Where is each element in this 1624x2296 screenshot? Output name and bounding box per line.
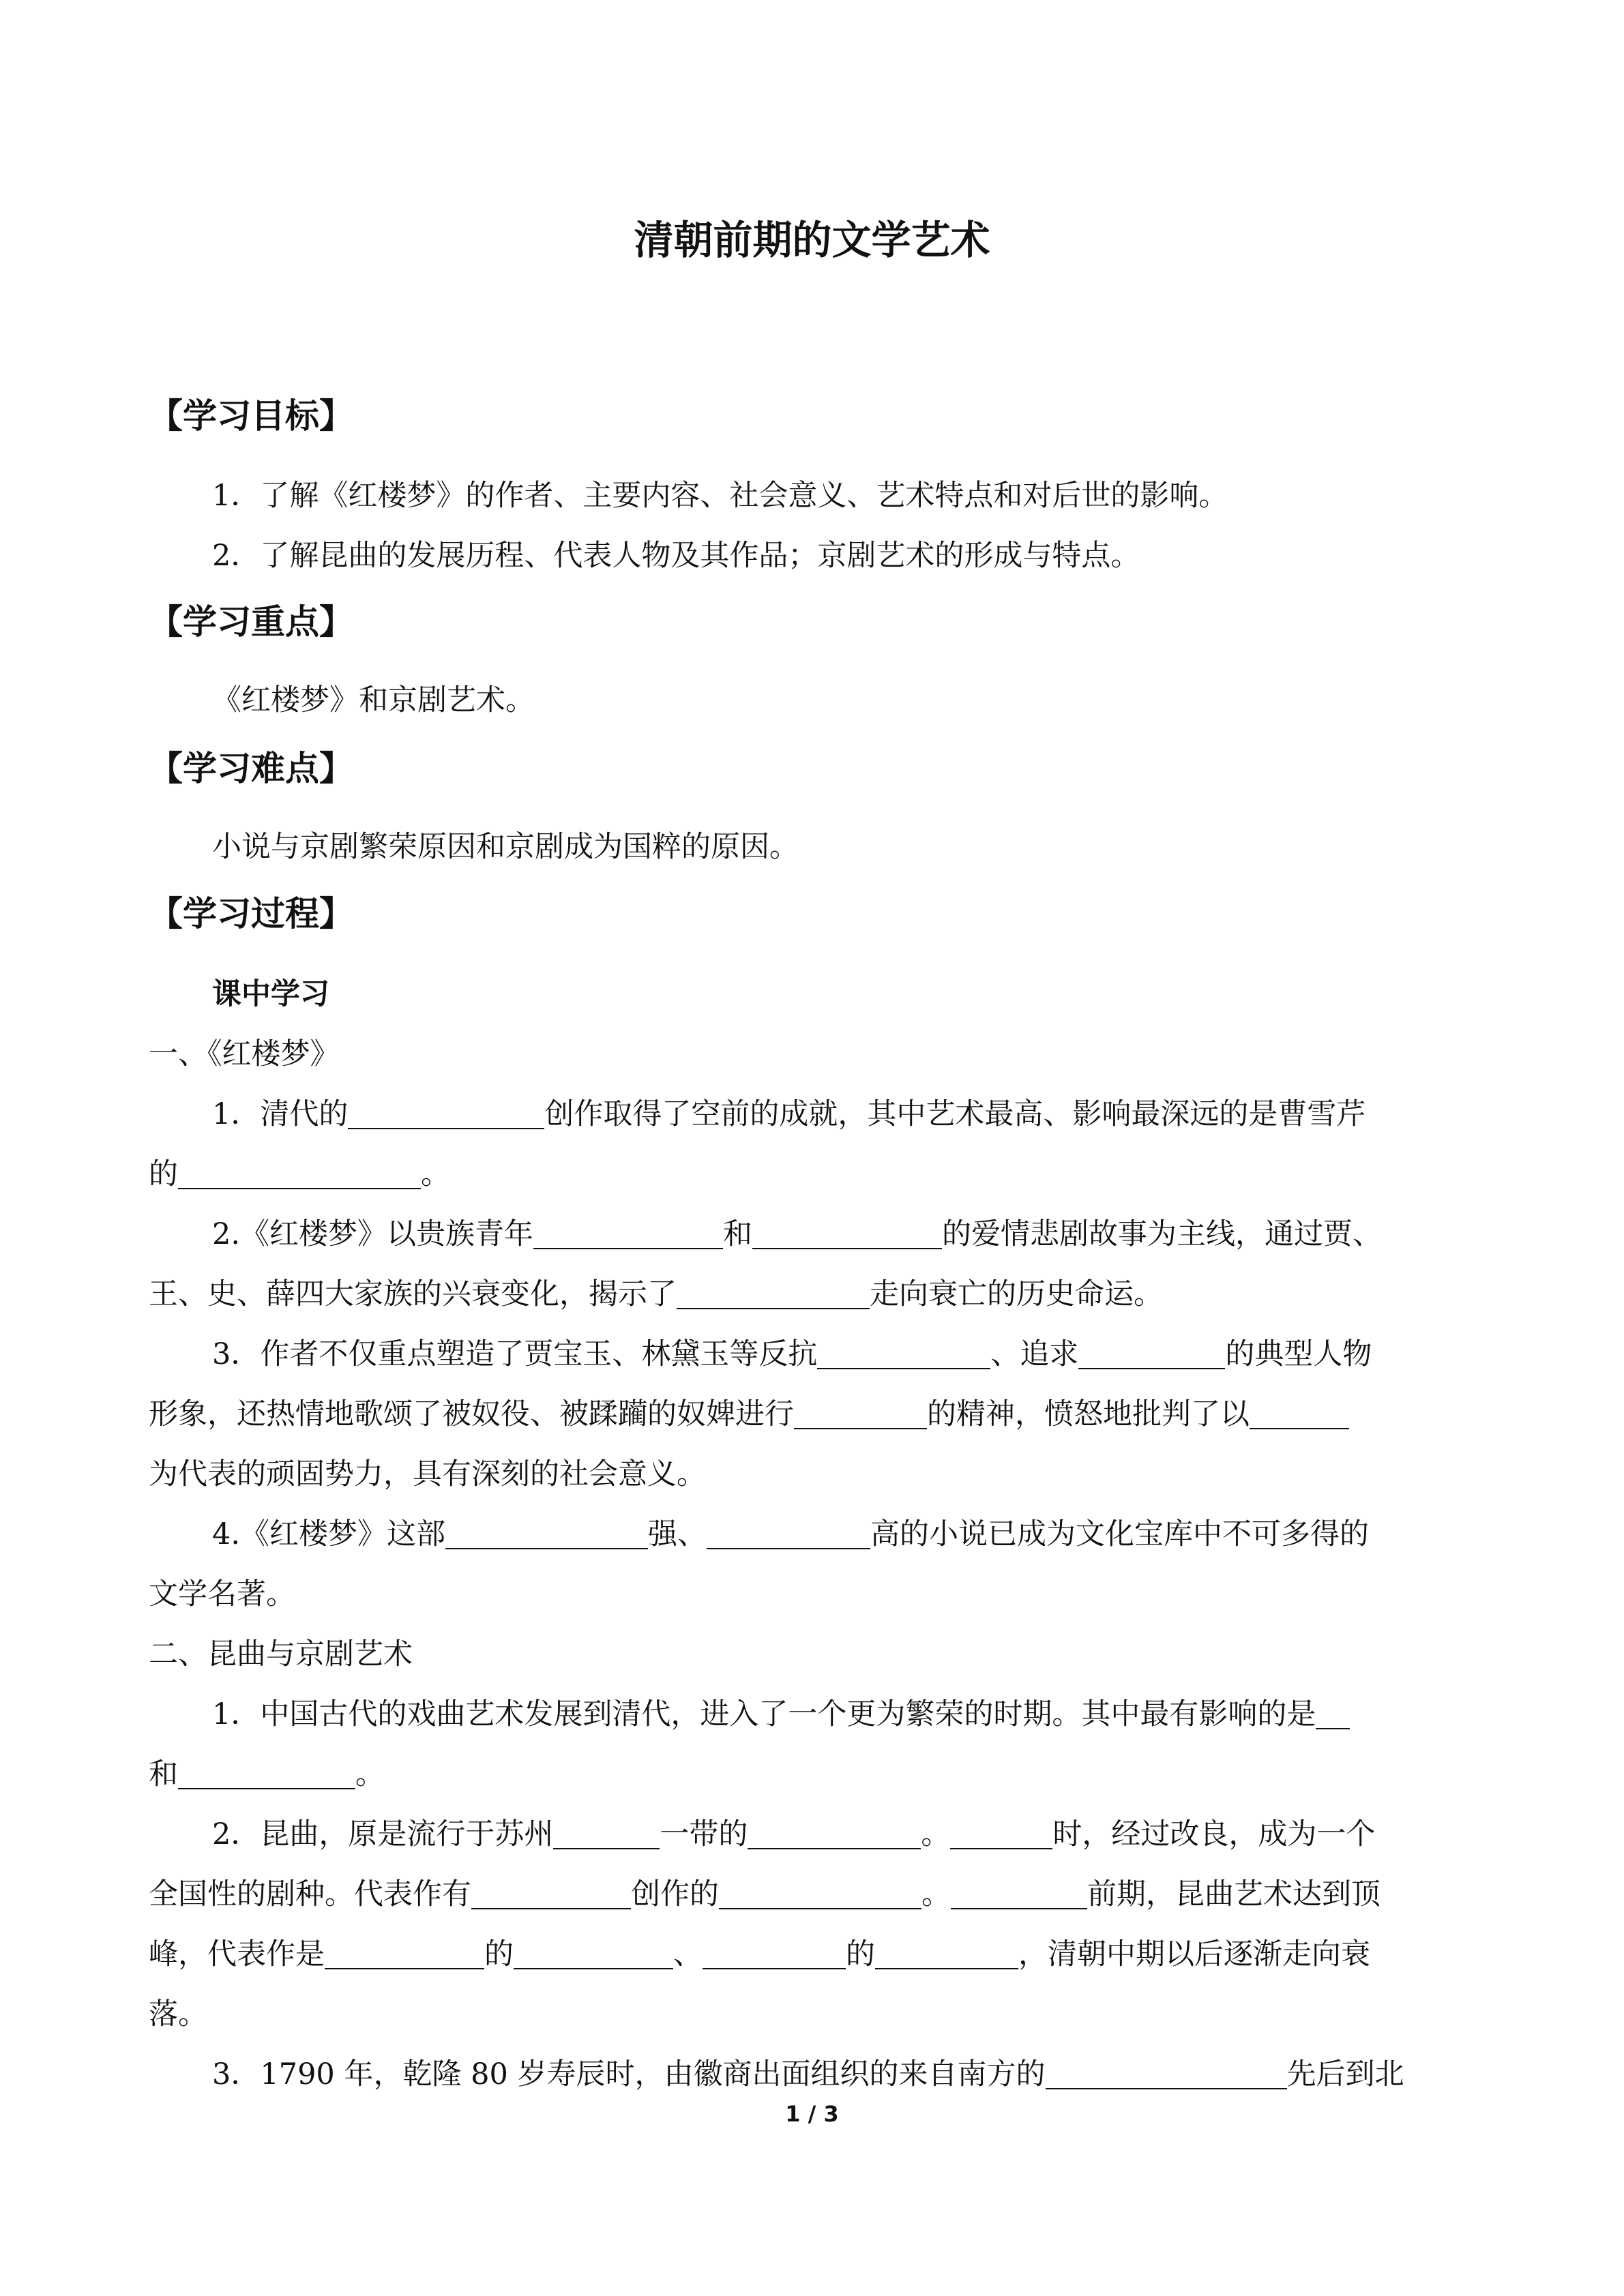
s1-q2-line1: 2.《红楼梦》以贵族青年 和 的爱情悲剧故事为主线，通过贾、 bbox=[212, 1217, 1383, 1251]
heading-learning-process: 【学习过程】 bbox=[149, 894, 353, 934]
difficulty-text: 小说与京剧繁荣原因和京剧成为国粹的原因。 bbox=[212, 830, 799, 864]
s1-q4-line2: 文学名著。 bbox=[149, 1577, 295, 1611]
answer-blank[interactable] bbox=[178, 1159, 421, 1189]
page-number: 1 / 3 bbox=[785, 2101, 839, 2127]
answer-blank[interactable] bbox=[1078, 1339, 1225, 1369]
heading-difficulties: 【学习难点】 bbox=[149, 749, 353, 788]
answer-blank[interactable] bbox=[1316, 1699, 1350, 1729]
answer-blank[interactable] bbox=[703, 1939, 846, 1969]
s2-q1-line2: 和 。 bbox=[149, 1757, 385, 1791]
answer-blank[interactable] bbox=[1046, 2059, 1287, 2089]
answer-blank[interactable] bbox=[707, 1519, 870, 1549]
goal-item-1: 1．了解《红楼梦》的作者、主要内容、社会意义、艺术特点和对后世的影响。 bbox=[212, 479, 1228, 513]
key-point-text: 《红楼梦》和京剧艺术。 bbox=[212, 683, 535, 717]
answer-blank[interactable] bbox=[719, 1879, 921, 1909]
answer-blank[interactable] bbox=[950, 1819, 1052, 1849]
s2-q2-line3: 峰，代表作是 的 、 的 ，清朝中期以后逐渐走向衰 bbox=[149, 1937, 1370, 1971]
answer-blank[interactable] bbox=[471, 1879, 631, 1909]
answer-blank[interactable] bbox=[748, 1819, 921, 1849]
answer-blank[interactable] bbox=[1250, 1399, 1349, 1429]
s1-q1-line1: 1．清代的 创作取得了空前的成就，其中艺术最高、影响最深远的是曹雪芹 bbox=[212, 1097, 1366, 1131]
s2-q2-line1: 2．昆曲，原是流行于苏州 一带的 。 时，经过改良，成为一个 bbox=[212, 1817, 1376, 1851]
subheading-in-class: 课中学习 bbox=[212, 977, 329, 1011]
section-2-title: 二、昆曲与京剧艺术 bbox=[149, 1637, 413, 1671]
answer-blank[interactable] bbox=[445, 1519, 648, 1549]
s2-q2-line4: 落。 bbox=[149, 1997, 207, 2031]
s2-q1-line1: 1．中国古代的戏曲艺术发展到清代，进入了一个更为繁荣的时期。其中最有影响的是 bbox=[212, 1684, 1477, 1744]
answer-blank[interactable] bbox=[817, 1339, 990, 1369]
heading-key-points: 【学习重点】 bbox=[149, 602, 353, 642]
s2-q3-line1: 3．1790 年，乾隆 80 岁寿辰时，由徽商出面组织的来自南方的 先后到北 bbox=[212, 2057, 1404, 2091]
page-title: 清朝前期的文学艺术 bbox=[634, 217, 990, 263]
s1-q1-line2: 的 。 bbox=[149, 1157, 450, 1191]
s1-q4-line1: 4.《红楼梦》这部 强、 高的小说已成为文化宝库中不可多得的 bbox=[212, 1517, 1370, 1551]
answer-blank[interactable] bbox=[514, 1939, 673, 1969]
heading-learning-goals: 【学习目标】 bbox=[149, 396, 353, 436]
answer-blank[interactable] bbox=[752, 1219, 942, 1249]
section-1-title: 一、《红楼梦》 bbox=[149, 1037, 340, 1071]
answer-blank[interactable] bbox=[348, 1099, 544, 1129]
s1-q3-line3: 为代表的顽固势力，具有深刻的社会意义。 bbox=[149, 1457, 706, 1491]
answer-blank[interactable] bbox=[875, 1939, 1018, 1969]
s1-q3-line1: 3．作者不仅重点塑造了贾宝玉、林黛玉等反抗 、追求 的典型人物 bbox=[212, 1337, 1372, 1371]
answer-blank[interactable] bbox=[533, 1219, 723, 1249]
answer-blank[interactable] bbox=[951, 1879, 1087, 1909]
answer-blank[interactable] bbox=[325, 1939, 484, 1969]
answer-blank[interactable] bbox=[677, 1279, 870, 1309]
answer-blank[interactable] bbox=[553, 1819, 660, 1849]
s1-q3-line2: 形象，还热情地歌颂了被奴役、被蹂躏的奴婢进行 的精神，愤怒地批判了以 bbox=[149, 1384, 1477, 1444]
answer-blank[interactable] bbox=[178, 1759, 355, 1789]
goal-item-2: 2．了解昆曲的发展历程、代表人物及其作品；京剧艺术的形成与特点。 bbox=[212, 539, 1140, 573]
answer-blank[interactable] bbox=[794, 1399, 927, 1429]
s2-q2-line2: 全国性的剧种。代表作有 创作的 。 前期，昆曲艺术达到顶 bbox=[149, 1877, 1381, 1911]
s1-q2-line2: 王、史、薛四大家族的兴衰变化，揭示了 走向衰亡的历史命运。 bbox=[149, 1277, 1163, 1311]
